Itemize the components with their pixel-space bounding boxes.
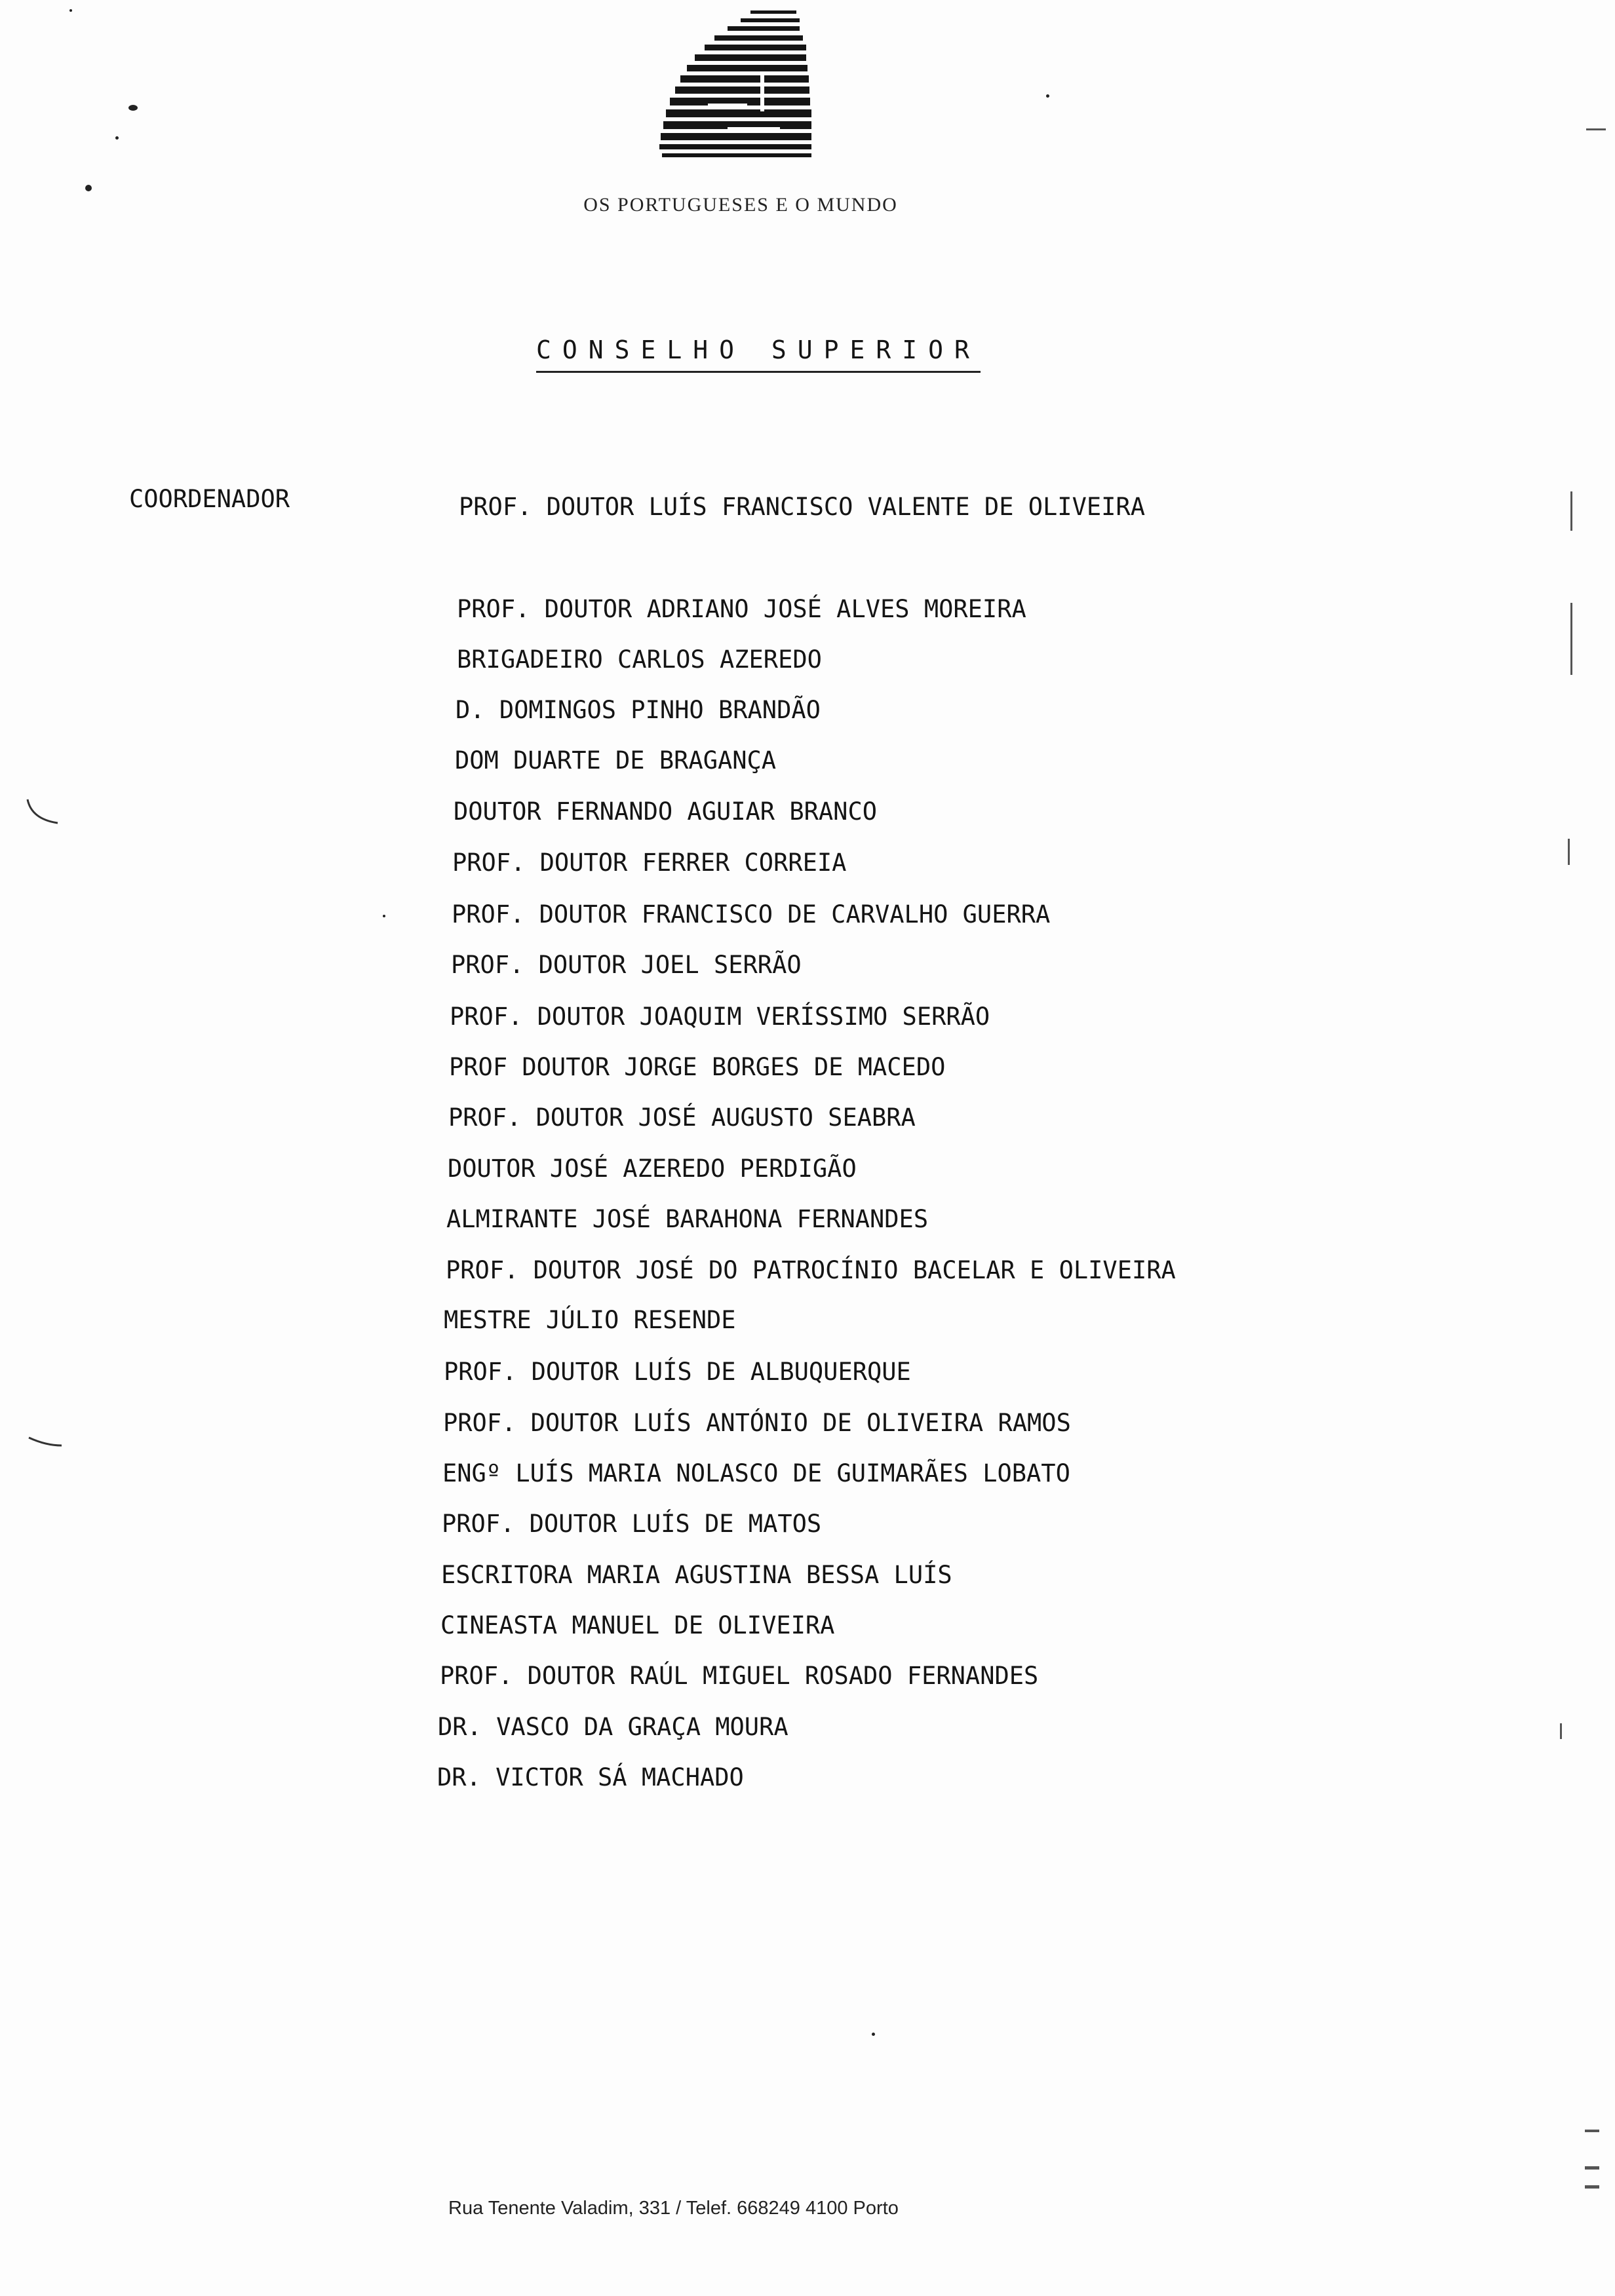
ship-logo-icon <box>629 7 846 167</box>
member-item: ALMIRANTE JOSÉ BARAHONA FERNANDES <box>446 1205 929 1233</box>
member-item: DOM DUARTE DE BRAGANÇA <box>455 746 777 775</box>
member-item: DR. VICTOR SÁ MACHADO <box>437 1763 744 1791</box>
member-item: MESTRE JÚLIO RESENDE <box>444 1306 736 1334</box>
scan-edge-mark <box>1585 2130 1599 2132</box>
scan-speck <box>85 185 92 191</box>
letterhead-org-name: OS PORTUGUESES E O MUNDO <box>583 194 898 216</box>
footer-address: Rua Tenente Valadim, 331 / Telef. 668249 4100 Porto <box>448 2198 899 2219</box>
coordinator-name: PROF. DOUTOR LUÍS FRANCISCO VALENTE DE OLIVEIRA <box>459 493 1145 521</box>
page-title: CONSELHO SUPERIOR <box>536 335 981 373</box>
member-item: PROF. DOUTOR FRANCISCO DE CARVALHO GUERRA <box>452 900 1051 928</box>
scan-speck <box>128 105 138 111</box>
scan-speck <box>115 136 119 140</box>
scan-edge-mark <box>1570 491 1572 531</box>
member-item: PROF. DOUTOR LUÍS ANTÓNIO DE OLIVEIRA RAMOS <box>443 1409 1071 1437</box>
member-item: ENGº LUÍS MARIA NOLASCO DE GUIMARÃES LOBATO <box>442 1459 1070 1487</box>
scan-speck <box>383 915 385 917</box>
scan-speck <box>872 2033 875 2036</box>
member-item: PROF. DOUTOR ADRIANO JOSÉ ALVES MOREIRA <box>457 595 1026 623</box>
scan-edge-mark <box>1586 128 1606 130</box>
scan-edge-mark <box>1570 603 1572 675</box>
scan-speck <box>1046 94 1049 98</box>
member-item: DOUTOR FERNANDO AGUIAR BRANCO <box>454 797 878 826</box>
coordinator-label: COORDENADOR <box>129 485 290 513</box>
scan-edge-mark <box>1568 839 1570 865</box>
scan-curve-mark <box>26 1432 66 1452</box>
member-item: PROF. DOUTOR JOEL SERRÃO <box>451 951 802 979</box>
member-item: PROF. DOUTOR RAÚL MIGUEL ROSADO FERNANDES <box>440 1662 1039 1690</box>
member-item: PROF. DOUTOR JOSÉ AUGUSTO SEABRA <box>448 1103 916 1132</box>
member-item: ESCRITORA MARIA AGUSTINA BESSA LUÍS <box>441 1561 952 1589</box>
member-item: DR. VASCO DA GRAÇA MOURA <box>438 1713 788 1741</box>
member-item: DOUTOR JOSÉ AZEREDO PERDIGÃO <box>448 1155 857 1183</box>
scan-speck <box>69 9 72 12</box>
member-item: BRIGADEIRO CARLOS AZEREDO <box>457 645 822 674</box>
scan-edge-mark <box>1585 2185 1599 2189</box>
scan-edge-mark <box>1560 1723 1562 1739</box>
scan-curve-mark <box>24 797 63 830</box>
member-item: CINEASTA MANUEL DE OLIVEIRA <box>440 1611 835 1639</box>
member-item: PROF. DOUTOR JOSÉ DO PATROCÍNIO BACELAR E OLIVEIRA <box>446 1256 1176 1284</box>
member-item: D. DOMINGOS PINHO BRANDÃO <box>456 696 821 724</box>
scan-edge-mark <box>1585 2166 1599 2170</box>
member-item: PROF. DOUTOR LUÍS DE MATOS <box>442 1510 822 1538</box>
member-item: PROF. DOUTOR FERRER CORREIA <box>452 849 847 877</box>
member-item: PROF. DOUTOR LUÍS DE ALBUQUERQUE <box>444 1358 911 1386</box>
member-item: PROF. DOUTOR JOAQUIM VERÍSSIMO SERRÃO <box>450 1003 990 1031</box>
member-item: PROF DOUTOR JORGE BORGES DE MACEDO <box>449 1053 946 1081</box>
